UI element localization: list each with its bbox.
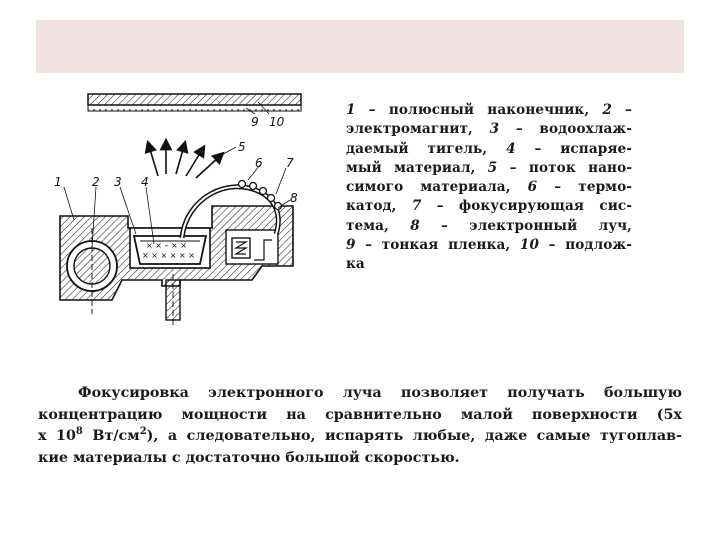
- label-6: 6: [255, 156, 263, 170]
- title-band: [36, 20, 684, 73]
- label-10: 10: [269, 115, 285, 129]
- vapor-flow-arrows: [149, 144, 220, 178]
- label-5: 5: [238, 140, 246, 154]
- legend-line: электромагнит, 3 – водоохлаж-: [346, 121, 632, 138]
- figure-legend: [346, 101, 632, 275]
- label-1: 1: [54, 175, 62, 189]
- paragraph-line: х $10^8$ $Вт/см^2$), а следовательно, испарять любые, даже самые тугоплав-: [38, 426, 682, 444]
- svg-text:× × – × ×: × × – × ×: [146, 241, 187, 250]
- label-8: 8: [290, 191, 298, 205]
- paragraph-line: Фокусировка электронного луча позволяет получать большую: [78, 385, 682, 401]
- legend-line: мый материал, 5 – поток нано-: [346, 159, 632, 176]
- legend-line: 9 – тонкая пленка, 10 – подлож-: [346, 237, 632, 254]
- label-4: 4: [141, 175, 149, 189]
- label-3: 3: [114, 175, 122, 189]
- label-7: 7: [286, 156, 294, 170]
- label-2: 2: [92, 175, 100, 189]
- body-paragraph: [38, 383, 682, 469]
- legend-line: даемый тигель, 4 – испаряе-: [346, 140, 632, 157]
- paragraph-line: кие материалы с достаточно большой скоростью.: [38, 449, 460, 466]
- svg-text:× × × × × ×: × × × × × ×: [142, 251, 195, 260]
- legend-line: катод, 7 – фокусирующая сис-: [346, 198, 633, 215]
- focusing-system: [239, 181, 282, 210]
- legend-line: 1 – полюсный наконечник, 2 –: [346, 102, 632, 118]
- evaporator-diagram: [50, 88, 305, 333]
- label-9: 9: [251, 115, 259, 129]
- substrate: [88, 94, 301, 111]
- legend-line: тема, 8 – электронный луч,: [346, 217, 632, 234]
- legend-line: ка: [346, 256, 365, 273]
- paragraph-line: концентрацию мощности на сравнительно малой поверхности (5х: [38, 406, 682, 423]
- legend-line: симого материала, 6 – термо-: [346, 179, 632, 196]
- crucible: [134, 236, 206, 328]
